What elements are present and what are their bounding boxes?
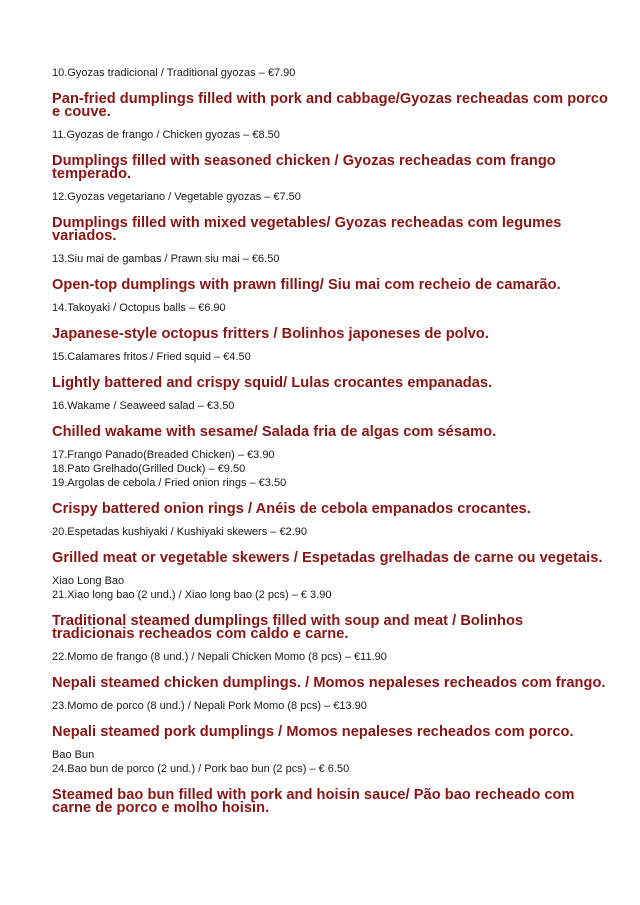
item-description: Nepali steamed chicken dumplings. / Momos nepaleses recheados com frango. [52, 675, 606, 691]
item-description: Traditional steamed dumplings filled with soup and meat / Bolinhos tradicionais recheados com caldo e carne. [52, 613, 524, 642]
section-heading: Xiao Long Bao [52, 575, 125, 587]
item-description: Dumplings filled with seasoned chicken / Gyozas recheadas com frango temperado. [52, 153, 556, 182]
item-description: Grilled meat or vegetable skewers / Espetadas grelhadas de carne ou vegetais. [52, 550, 603, 566]
section-heading: Bao Bun [52, 749, 95, 761]
menu-item-line: 10.Gyozas tradicional / Traditional gyozas – €7.90 [52, 67, 296, 79]
item-description: Dumplings filled with mixed vegetables/ Gyozas recheadas com legumes variados. [52, 215, 562, 244]
menu-item-line: 23.Momo de porco (8 und.) / Nepali Pork Momo (8 pcs) – €13.90 [52, 700, 367, 712]
item-description: Japanese-style octopus fritters / Bolinhos japoneses de polvo. [52, 326, 489, 342]
menu-item-line: 17.Frango Panado(Breaded Chicken) – €3.90 [52, 449, 275, 461]
menu-item-line: 12.Gyozas vegetariano / Vegetable gyozas – €7.50 [52, 191, 301, 203]
item-description: Pan-fried dumplings filled with pork and cabbage/Gyozas recheadas com porco e couve. [52, 91, 608, 120]
menu-item-line: 16.Wakame / Seaweed salad – €3.50 [52, 400, 235, 412]
item-description: Open-top dumplings with prawn filling/ Siu mai com recheio de camarão. [52, 277, 561, 293]
menu-item-line: 11.Gyozas de frango / Chicken gyozas – €8.50 [52, 129, 280, 141]
menu-item-line: 21.Xiao long bao (2 und.) / Xiao long bao (2 pcs) – € 3.90 [52, 589, 332, 601]
menu-item-line: 14.Takoyaki / Octopus balls – €6.90 [52, 302, 226, 314]
menu-item-line: 18.Pato Grelhado(Grilled Duck) – €9.50 [52, 463, 246, 475]
menu-item-line: 22.Momo de frango (8 und.) / Nepali Chicken Momo (8 pcs) – €11.90 [52, 651, 387, 663]
item-description: Chilled wakame with sesame/ Salada fria de algas com sésamo. [52, 424, 497, 440]
menu-item-line: 13.Siu mai de gambas / Prawn siu mai – €6.50 [52, 253, 280, 265]
item-description: Nepali steamed pork dumplings / Momos nepaleses recheados com porco. [52, 724, 574, 740]
item-description: Lightly battered and crispy squid/ Lulas crocantes empanadas. [52, 375, 493, 391]
menu-item-line: 19.Argolas de cebola / Fried onion rings – €3.50 [52, 477, 287, 489]
menu-page [52, 66, 608, 815]
item-description: Crispy battered onion rings / Anéis de cebola empanados crocantes. [52, 501, 531, 517]
item-description: Steamed bao bun filled with pork and hoisin sauce/ Pão bao recheado com carne de porco e molho hoisin. [52, 787, 575, 816]
menu-item-line: 15.Calamares fritos / Fried squid – €4.50 [52, 351, 251, 363]
menu-item-line: 24.Bao bun de porco (2 und.) / Pork bao bun (2 pcs) – € 6.50 [52, 763, 350, 775]
menu-item-line: 20.Espetadas kushiyaki / Kushiyaki skewers – €2.90 [52, 526, 307, 538]
